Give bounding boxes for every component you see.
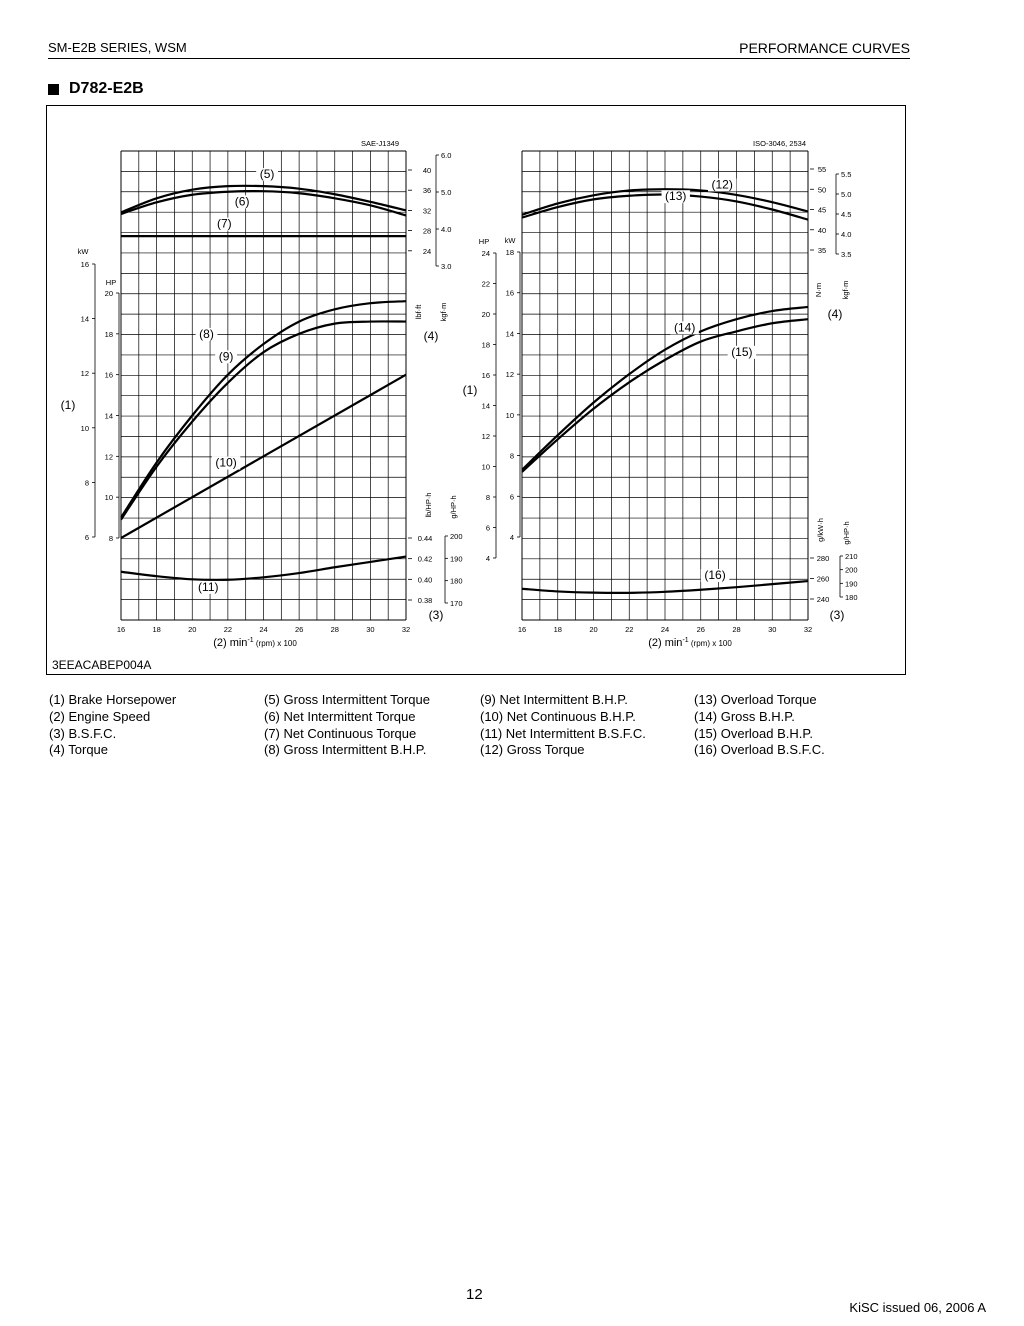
tick-label-nm: 45 <box>817 205 827 215</box>
tick-label-hp: 10 <box>104 493 113 503</box>
legend-item: (14) Gross B.H.P. <box>694 708 795 724</box>
curve-label-16: (16) <box>704 568 726 583</box>
legend-item: (12) Gross Torque <box>480 742 585 758</box>
axis-unit-lbft: lbf·ft <box>414 304 423 320</box>
tick-label-kw: 8 <box>84 478 89 488</box>
tick-label-kw: 4 <box>509 533 514 542</box>
curve-label-14: (14) <box>673 320 696 335</box>
tick-label-hp: 14 <box>104 411 113 421</box>
tick-label-lbft: 40 <box>422 166 432 175</box>
tick-label-kw: 14 <box>505 329 514 339</box>
tick-label-hp: 22 <box>481 279 490 289</box>
axis-unit-ghph: g/HP·h <box>842 521 851 545</box>
curve-label-8: (8) <box>199 326 214 341</box>
x-tick-label: 30 <box>366 625 375 634</box>
legend-item: (10) Net Continuous B.H.P. <box>480 708 636 724</box>
axis-group-label-power: (1) <box>462 383 478 397</box>
x-tick-label: 26 <box>294 625 304 634</box>
tick-label-hp: 16 <box>104 370 113 380</box>
tick-label-kgfm: 5.5 <box>841 170 852 179</box>
legend-col-1 <box>49 692 176 759</box>
tick-label-hp: 12 <box>104 452 113 462</box>
axis-unit-gkwh: g/kW·h <box>816 518 825 542</box>
legend-item: (1) Brake Horsepower <box>49 692 177 707</box>
tick-label-hp: 12 <box>481 432 490 441</box>
tick-label-kw: 8 <box>509 451 514 461</box>
tick-label-hp: 10 <box>481 462 490 472</box>
curve-label-5: (5) <box>259 167 275 182</box>
legend-item: (15) Overload B.H.P. <box>694 725 813 741</box>
x-axis-label-main: (2) min <box>213 637 248 649</box>
tick-label-kw: 6 <box>509 492 514 502</box>
tick-label-ghph: 190 <box>845 579 858 589</box>
axis-unit-hp: HP <box>105 278 117 287</box>
header-series: SM-E2B SERIES, WSM <box>48 40 187 55</box>
legend-item: (4) Torque <box>49 742 109 758</box>
legend-item: (7) Net Continuous Torque <box>264 725 417 741</box>
x-tick-label: 32 <box>401 625 411 634</box>
tick-label-kgfm: 3.0 <box>441 262 452 271</box>
chart-title: ISO-3046, 2534 <box>753 139 806 148</box>
axis-group-label-bsfc: (3) <box>829 608 845 622</box>
tick-label-ghph: 180 <box>450 576 463 586</box>
tick-label-kgfm: 5.0 <box>441 188 452 197</box>
tick-label-ghph: 200 <box>450 532 463 541</box>
tick-label-ghph: 200 <box>845 565 858 575</box>
header-section: PERFORMANCE CURVES <box>739 40 910 56</box>
x-tick-label: 28 <box>732 625 741 634</box>
tick-label-kgfm: 3.5 <box>841 250 852 259</box>
axis-group-label-bsfc: (3) <box>428 608 444 622</box>
tick-label-kgfm: 6.0 <box>441 151 452 160</box>
tick-label-kw: 10 <box>505 410 514 420</box>
tick-label-hp: 20 <box>481 310 490 319</box>
x-axis-label-unit: (rpm) x 100 <box>688 639 732 648</box>
curve-label-10: (10) <box>215 455 237 470</box>
tick-label-lbhph: 0.40 <box>417 575 433 585</box>
tick-label-hp: 18 <box>104 329 113 339</box>
tick-label-ghph: 170 <box>450 599 463 608</box>
page-number: 12 <box>466 1286 483 1303</box>
tick-label-hp: 24 <box>481 249 490 258</box>
tick-label-lbhph: 0.38 <box>417 596 433 605</box>
tick-label-lbft: 36 <box>422 186 432 196</box>
axis-unit-kw: kW <box>504 236 516 245</box>
axis-unit-kw: kW <box>77 247 89 256</box>
tick-label-hp: 14 <box>481 401 490 411</box>
tick-label-lbhph: 0.42 <box>417 554 433 564</box>
tick-label-hp: 8 <box>108 534 113 543</box>
legend-col-2 <box>264 692 430 759</box>
legend-item: (3) B.S.F.C. <box>49 725 117 741</box>
legend-item: (5) Gross Intermittent Torque <box>264 692 430 707</box>
legend-item: (9) Net Intermittent B.H.P. <box>480 692 628 707</box>
axis-group-label-torque: (4) <box>827 307 843 321</box>
tick-label-kw: 14 <box>80 314 89 324</box>
axis-group-label-torque: (4) <box>423 329 439 343</box>
x-tick-label: 22 <box>223 625 233 634</box>
tick-label-nm: 40 <box>817 225 827 235</box>
legend-col-4 <box>694 692 825 759</box>
curve-label-9: (9) <box>218 349 234 364</box>
tick-label-kw: 16 <box>80 260 89 269</box>
x-tick-label: 20 <box>589 625 598 634</box>
section-title-text: D782-E2B <box>69 80 144 97</box>
x-axis-label-sup: -1 <box>247 637 254 644</box>
x-tick-label: 30 <box>768 625 777 634</box>
issued-note: KiSC issued 06, 2006 A <box>849 1300 986 1315</box>
tick-label-nm: 50 <box>817 185 827 195</box>
tick-label-hp: 8 <box>485 493 490 502</box>
curve-label-7: (7) <box>216 216 232 231</box>
x-tick-label: 26 <box>696 625 705 634</box>
tick-label-hp: 4 <box>485 554 490 563</box>
x-tick-label: 16 <box>116 625 126 634</box>
tick-label-ghph: 180 <box>845 593 858 602</box>
tick-label-ghph: 190 <box>450 554 463 564</box>
tick-label-gkwh: 280 <box>816 554 830 563</box>
x-axis-label <box>648 637 732 649</box>
x-tick-label: 16 <box>517 625 527 634</box>
tick-label-kgfm: 4.0 <box>441 225 452 234</box>
axis-group-label-power: (1) <box>60 398 76 412</box>
legend-item: (6) Net Intermittent Torque <box>264 708 416 724</box>
legend-item: (13) Overload Torque <box>694 692 817 707</box>
curve-label-15: (15) <box>731 344 753 359</box>
x-tick-label: 20 <box>188 625 197 634</box>
tick-label-hp: 6 <box>485 523 490 533</box>
x-axis-label <box>213 637 297 649</box>
tick-label-kgfm: 5.0 <box>841 190 852 199</box>
tick-label-kgfm: 4.5 <box>841 210 852 219</box>
x-axis-label-main: (2) min <box>648 637 683 649</box>
axis-unit-kgfm: kgf·m <box>841 280 850 300</box>
x-tick-label: 18 <box>152 625 161 634</box>
tick-label-nm: 35 <box>817 246 827 255</box>
legend-col-3 <box>480 692 646 759</box>
tick-label-hp: 16 <box>481 371 490 380</box>
chart-title: SAE-J1349 <box>361 139 399 148</box>
tick-label-hp: 20 <box>104 289 113 298</box>
curve-label-12: (12) <box>711 177 733 192</box>
tick-label-kw: 16 <box>505 288 514 298</box>
x-tick-label: 28 <box>330 625 339 634</box>
legend-item: (16) Overload B.S.F.C. <box>694 742 825 758</box>
curve-label-13: (13) <box>665 189 687 204</box>
tick-label-kw: 12 <box>505 370 514 380</box>
tick-label-kw: 6 <box>84 533 89 542</box>
axis-unit-nm: N·m <box>814 282 823 298</box>
tick-label-kgfm: 4.0 <box>841 230 852 239</box>
legend-item: (11) Net Intermittent B.S.F.C. <box>480 725 646 741</box>
x-tick-label: 24 <box>660 625 670 634</box>
x-axis-label-unit: (rpm) x 100 <box>253 639 297 648</box>
figure-code: 3EEACABEP004A <box>52 658 152 672</box>
tick-label-lbhph: 0.44 <box>417 534 433 543</box>
tick-label-hp: 18 <box>481 340 490 350</box>
tick-label-kw: 10 <box>80 423 89 433</box>
axis-unit-hp: HP <box>478 237 490 246</box>
axis-unit-ghph: g/HP·h <box>449 495 458 519</box>
tick-label-lbft: 24 <box>422 246 432 256</box>
axis-unit-kgfm: kgf·m <box>439 302 448 322</box>
legend-item: (8) Gross Intermittent B.H.P. <box>264 742 427 758</box>
tick-label-kw: 18 <box>505 248 514 257</box>
x-tick-label: 24 <box>259 625 268 634</box>
tick-label-ghph: 210 <box>845 552 858 561</box>
x-tick-label: 32 <box>803 625 813 634</box>
curve-label-11: (11) <box>198 579 219 594</box>
tick-label-lbft: 28 <box>422 226 432 236</box>
tick-label-gkwh: 240 <box>816 595 830 604</box>
curve-label-6: (6) <box>234 194 250 209</box>
tick-label-gkwh: 260 <box>816 574 830 584</box>
x-tick-label: 18 <box>553 625 562 634</box>
tick-label-lbft: 32 <box>422 206 432 216</box>
x-axis-label-sup: -1 <box>682 637 689 644</box>
tick-label-kw: 12 <box>80 369 89 379</box>
legend-item: (2) Engine Speed <box>49 708 151 724</box>
tick-label-nm: 55 <box>817 165 827 174</box>
x-tick-label: 22 <box>625 625 634 634</box>
axis-unit-lbhph: lb/HP·h <box>424 492 433 518</box>
